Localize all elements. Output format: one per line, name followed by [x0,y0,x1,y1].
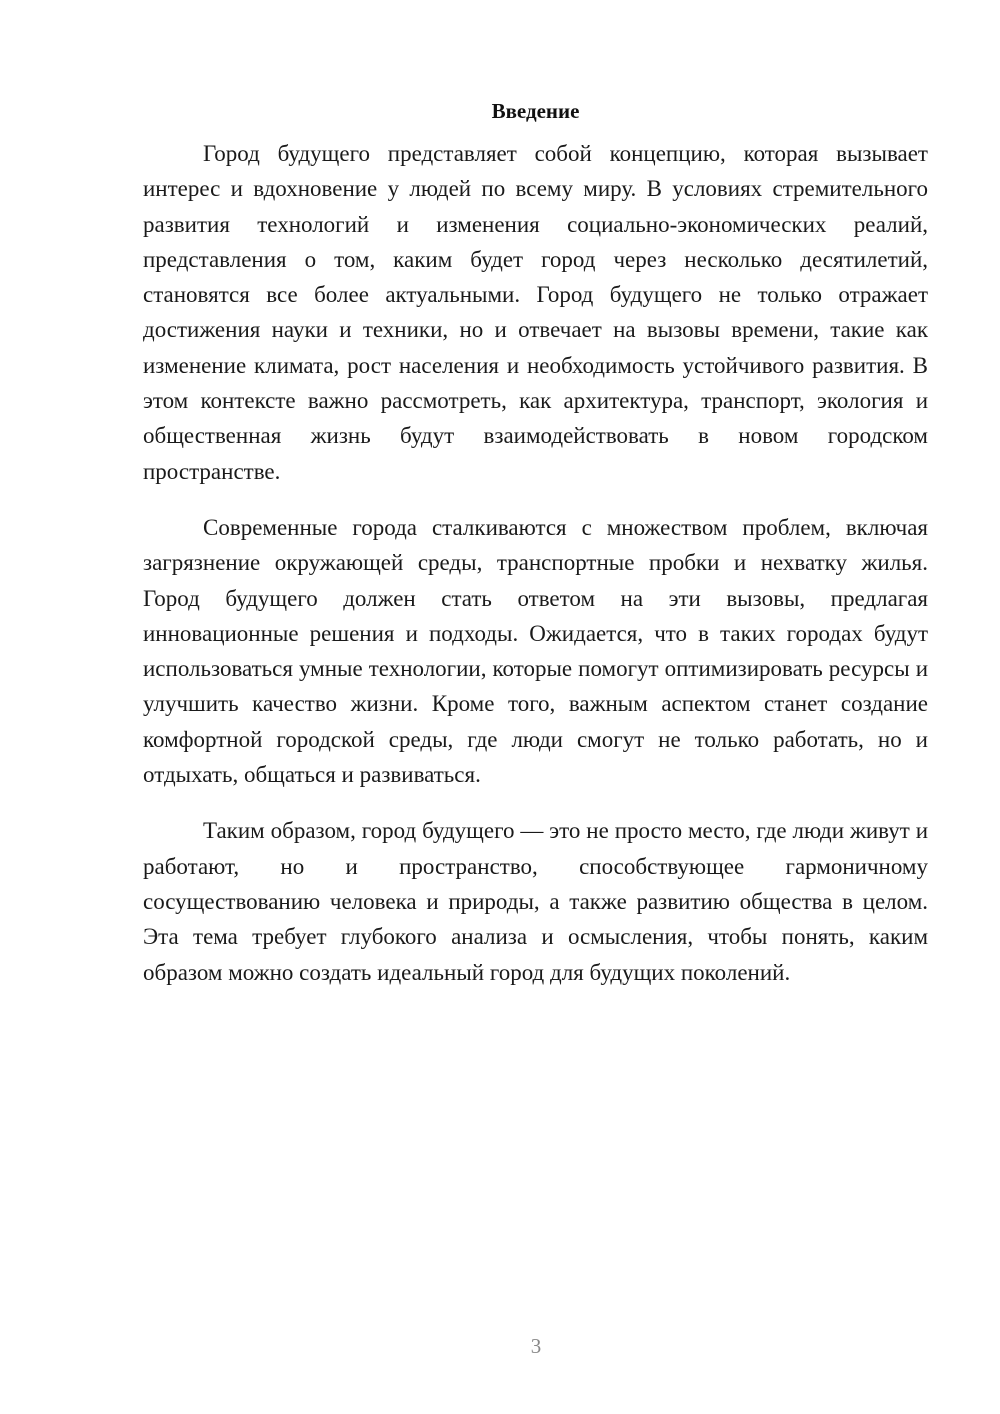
page-content [143,96,928,990]
paragraph-1: Город будущего представляет собой концепцию, которая вызывает интерес и вдохновение у людей по всему миру. В условиях стремительного развития технологий и изменения социально-экономических реалий, представления о том, каким будет город через несколько десятилетий, становятся все более актуальными. Город будущего не только отражает достижения науки и техники, но и отвечает на вызовы времени, такие как изменение климата, рост населения и необходимость устойчивого развития. В этом контексте важно рассмотреть, как архитектура, транспорт, экология и общественная жизнь будут взаимодействовать в новом городском пространстве. [143,141,928,484]
page-number: 3 [530,1334,542,1358]
paragraph-2: Современные города сталкиваются с множеством проблем, включая загрязнение окружающей среды, транспортные пробки и нехватку жилья. Город будущего должен стать ответом на эти вызовы, предлагая инновационные решения и подходы. Ожидается, что в таких городах будут использоваться умные технологии, которые помогут оптимизировать ресурсы и улучшить качество жизни. Кроме того, важным аспектом станет создание комфортной городской среды, где люди смогут не только работать, но и отдыхать, общаться и развиваться. [143,514,928,788]
section-heading: Введение [491,99,580,123]
paragraph-3: Таким образом, город будущего — это не просто место, где люди живут и работают, но и пространство, способствующее гармоничному сосуществованию человека и природы, а также развитию общества в целом. Эта тема требует глубокого анализа и осмысления, чтобы понять, каким образом можно создать идеальный город для будущих поколений. [143,818,928,985]
